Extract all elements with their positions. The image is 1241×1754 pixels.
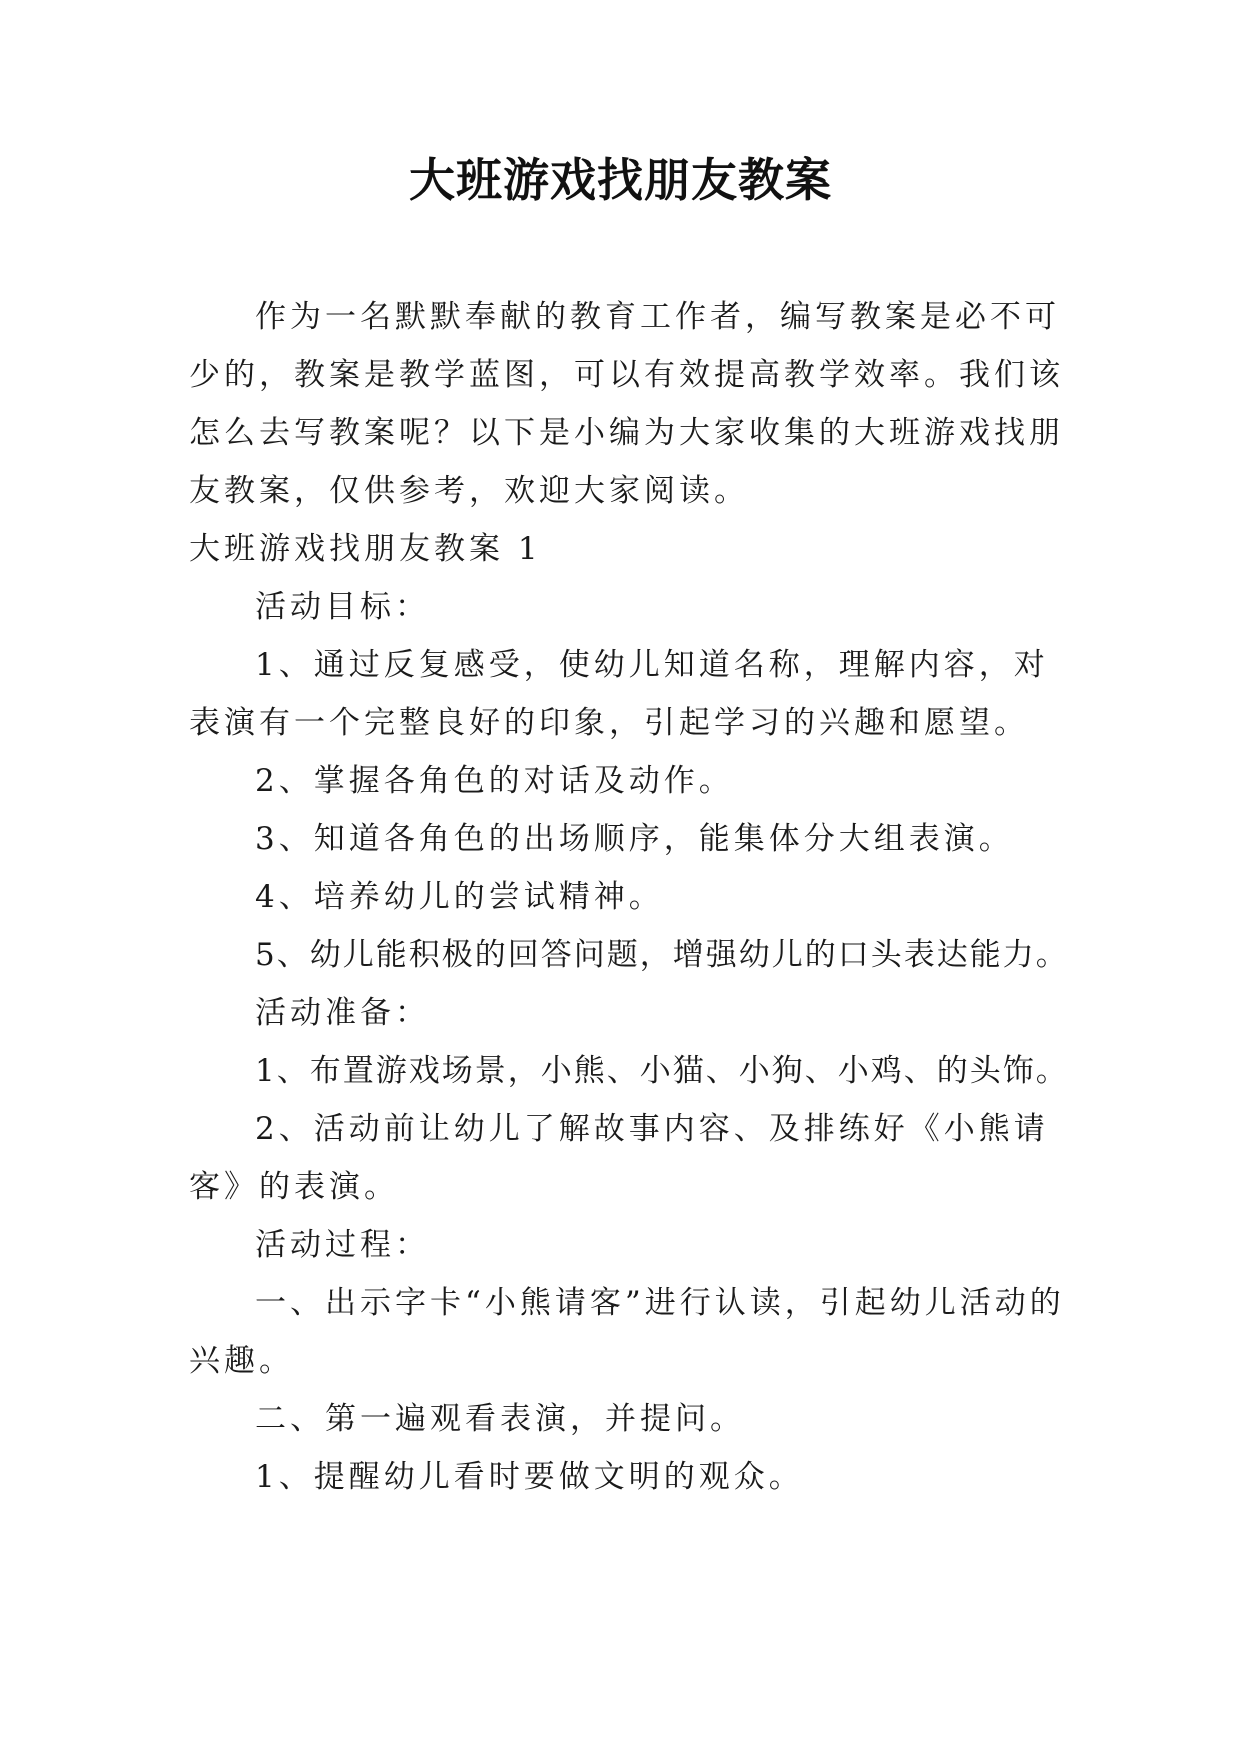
prep-item: 2、活动前让幼儿了解故事内容、及排练好《小熊请客》的表演。 <box>189 1111 1049 1205</box>
process-label: 活动过程： <box>255 1227 430 1263</box>
goal-item: 3、知道各角色的出场顺序，能集体分大组表演。 <box>255 821 1014 857</box>
process-item: 二、第一遍观看表演，并提问。 <box>255 1401 745 1437</box>
goal-item: 1、通过反复感受，使幼儿知道名称，理解内容，对表演有一个完整良好的印象，引起学习的兴趣和愿望。 <box>189 647 1049 741</box>
goal-item: 2、掌握各角色的对话及动作。 <box>255 763 734 799</box>
goal-item: 4、培养幼儿的尝试精神。 <box>255 879 664 915</box>
process-item: 一、出示字卡“小熊请客”进行认读，引起幼儿活动的兴趣。 <box>189 1285 1065 1379</box>
prep-label: 活动准备： <box>255 995 430 1031</box>
document-body <box>189 288 1069 1506</box>
goals-label: 活动目标： <box>255 589 430 625</box>
process-item: 1、提醒幼儿看时要做文明的观众。 <box>255 1459 804 1495</box>
prep-item: 1、布置游戏场景，小熊、小猫、小狗、小鸡、的头饰。 <box>255 1053 1069 1089</box>
section-heading: 大班游戏找朋友教案 1 <box>189 531 542 567</box>
goal-item: 5、幼儿能积极的回答问题，增强幼儿的口头表达能力。 <box>255 937 1069 973</box>
document-title: 大班游戏找朋友教案 <box>409 153 832 207</box>
intro-paragraph: 作为一名默默奉献的教育工作者，编写教案是必不可少的，教案是教学蓝图，可以有效提高教学效率。我们该怎么去写教案呢？以下是小编为大家收集的大班游戏找朋友教案，仅供参考，欢迎大家阅读。 <box>189 299 1064 509</box>
